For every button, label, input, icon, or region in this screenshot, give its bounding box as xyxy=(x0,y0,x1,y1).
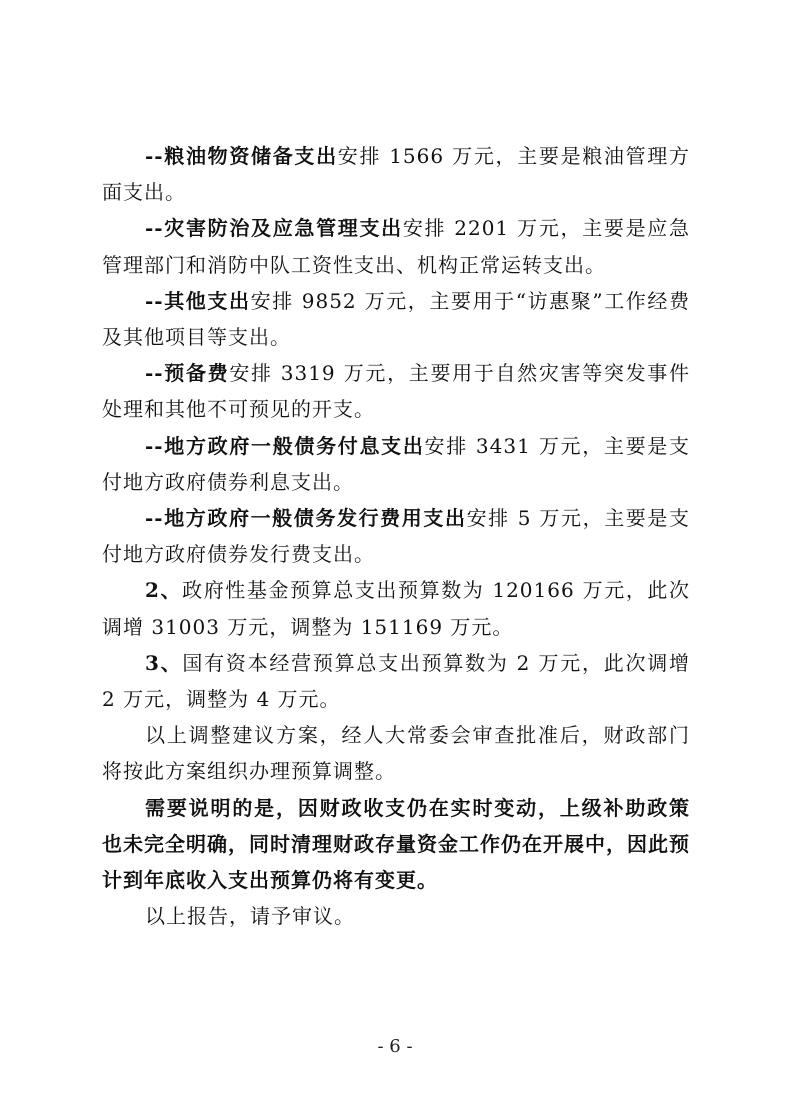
paragraph-text: 以上调整建议方案，经人大常委会审查批准后，财政部门将按此方案组织办理预算调整。 xyxy=(102,723,690,784)
paragraph-text: 安排 3319 万元，主要用于自然灾害等突发事件处理和其他不可预见的开支。 xyxy=(102,361,690,422)
paragraph-lead: --预备费 xyxy=(145,361,230,386)
paragraph-lead: 需要说明的是，因财政收支仍在实时变动，上级补助政策也未完全明确，同时清理财政存量资金工作仍在开展中，因此预计到年底收入支出预算仍将有变更。 xyxy=(102,795,690,893)
paragraph-lead: 2、 xyxy=(145,578,183,603)
paragraph-disaster-emergency xyxy=(102,210,690,282)
paragraph-text: 安排 2201 万元，主要是应急管理部门和消防中队工资性支出、机构正常运转支出。 xyxy=(102,216,690,277)
paragraph-lead: --地方政府一般债务发行费用支出 xyxy=(145,506,467,531)
paragraph-lead: 3、 xyxy=(145,650,183,675)
paragraph-debt-issuance-fee xyxy=(102,500,690,572)
paragraph-other-expenses xyxy=(102,283,690,355)
paragraph-government-fund-budget xyxy=(102,572,690,644)
paragraph-text: 安排 5 万元，主要是支付地方政府债券发行费支出。 xyxy=(102,506,690,567)
paragraph-text: 安排 9852 万元，主要用于“访惠聚”工作经费及其他项目等支出。 xyxy=(102,288,690,350)
paragraph-explanatory-note xyxy=(102,790,690,899)
paragraph-reserve-fund xyxy=(102,355,690,427)
paragraph-grain-reserve xyxy=(102,138,690,210)
paragraph-text: 国有资本经营预算总支出预算数为 2 万元，此次调增 2 万元，调整为 4 万元。 xyxy=(102,650,690,712)
paragraph-state-capital-budget xyxy=(102,645,690,717)
paragraph-debt-interest xyxy=(102,428,690,500)
paragraph-lead: --粮油物资储备支出 xyxy=(145,144,338,168)
page-number: - 6 - xyxy=(377,1036,413,1057)
document-body xyxy=(102,138,690,934)
paragraph-text: 安排 1566 万元，主要是粮油管理方面支出。 xyxy=(102,144,690,205)
paragraph-lead: --其他支出 xyxy=(145,288,251,313)
paragraph-adjustment-plan xyxy=(102,717,690,789)
paragraph-lead: --地方政府一般债务付息支出 xyxy=(145,433,425,458)
paragraph-text: 安排 3431 万元，主要是支付地方政府债券利息支出。 xyxy=(102,433,690,494)
paragraph-closing xyxy=(102,898,690,934)
paragraph-text: 以上报告，请予审议。 xyxy=(145,904,355,929)
paragraph-text: 政府性基金预算总支出预算数为 120166 万元，此次调增 31003 万元，调整为 151169 万元。 xyxy=(102,578,691,639)
paragraph-lead: --灾害防治及应急管理支出 xyxy=(145,216,403,241)
